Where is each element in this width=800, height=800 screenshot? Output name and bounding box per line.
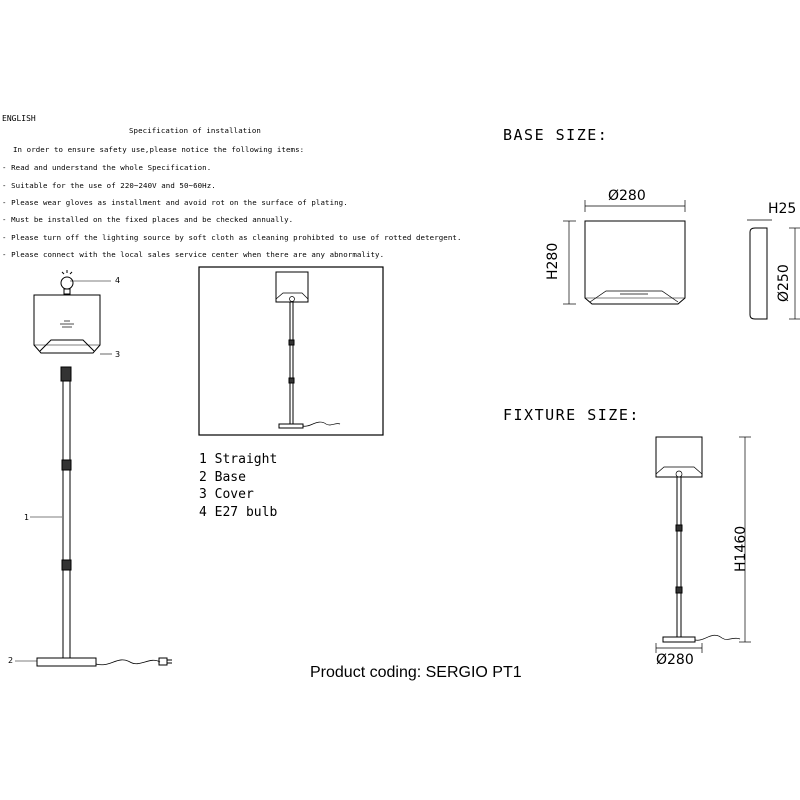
pole-drawing xyxy=(62,381,71,658)
fixture-height-label: H1460 xyxy=(733,525,749,572)
shade-drawing xyxy=(34,295,100,353)
spec-title: Specification of installation xyxy=(129,126,261,135)
spec-item: - Must be installed on the fixed places and be checked annually. xyxy=(2,215,294,224)
language-label: ENGLISH xyxy=(2,114,36,123)
base-side-height-label: H25 xyxy=(768,201,797,217)
callout-cover: 3 xyxy=(115,350,121,359)
base-diameter-label: Ø280 xyxy=(608,188,646,204)
base-size-side-view xyxy=(747,220,800,319)
legend-item: 1 Straight xyxy=(199,452,278,467)
base-height-label: H280 xyxy=(545,242,561,280)
callout-bulb: 4 xyxy=(115,276,121,285)
base-side-diameter-label: Ø250 xyxy=(776,264,792,302)
callout-straight: 1 xyxy=(24,513,30,522)
plug-drawing xyxy=(159,658,167,665)
legend-item: 3 Cover xyxy=(199,487,254,502)
exploded-lamp-drawing xyxy=(15,270,172,666)
parts-legend xyxy=(199,451,277,521)
legend-item: 4 E27 bulb xyxy=(199,504,278,520)
legend-item: 2 Base xyxy=(199,469,246,485)
socket-drawing xyxy=(61,367,71,381)
spec-intro: In order to ensure safety use,please notice the following items: xyxy=(13,145,305,154)
cable-drawing xyxy=(96,660,160,665)
spec-item: - Please wear gloves as installment and avoid rot on the surface of plating. xyxy=(2,198,348,207)
product-coding: Product coding: SERGIO PT1 xyxy=(310,664,522,681)
bulb-icon xyxy=(61,270,73,294)
fixture-size-heading: FIXTURE SIZE: xyxy=(503,406,640,424)
fixture-diameter-label: Ø280 xyxy=(656,652,694,668)
assembled-lamp-frame xyxy=(199,267,383,435)
base-size-front-view xyxy=(563,200,685,304)
base-size-heading: BASE SIZE: xyxy=(503,126,609,144)
spec-item: - Read and understand the whole Specification. xyxy=(2,163,212,172)
base-drawing xyxy=(37,658,96,666)
spec-item: - Please connect with the local sales service center when there are any abnormality. xyxy=(2,250,385,259)
spec-item: - Suitable for the use of 220~240V and 50~60Hz. xyxy=(2,181,216,190)
callout-base: 2 xyxy=(8,656,14,665)
spec-item: - Please turn off the lighting source by soft cloth as cleaning prohibted to use of rotted detergent. xyxy=(2,233,462,242)
